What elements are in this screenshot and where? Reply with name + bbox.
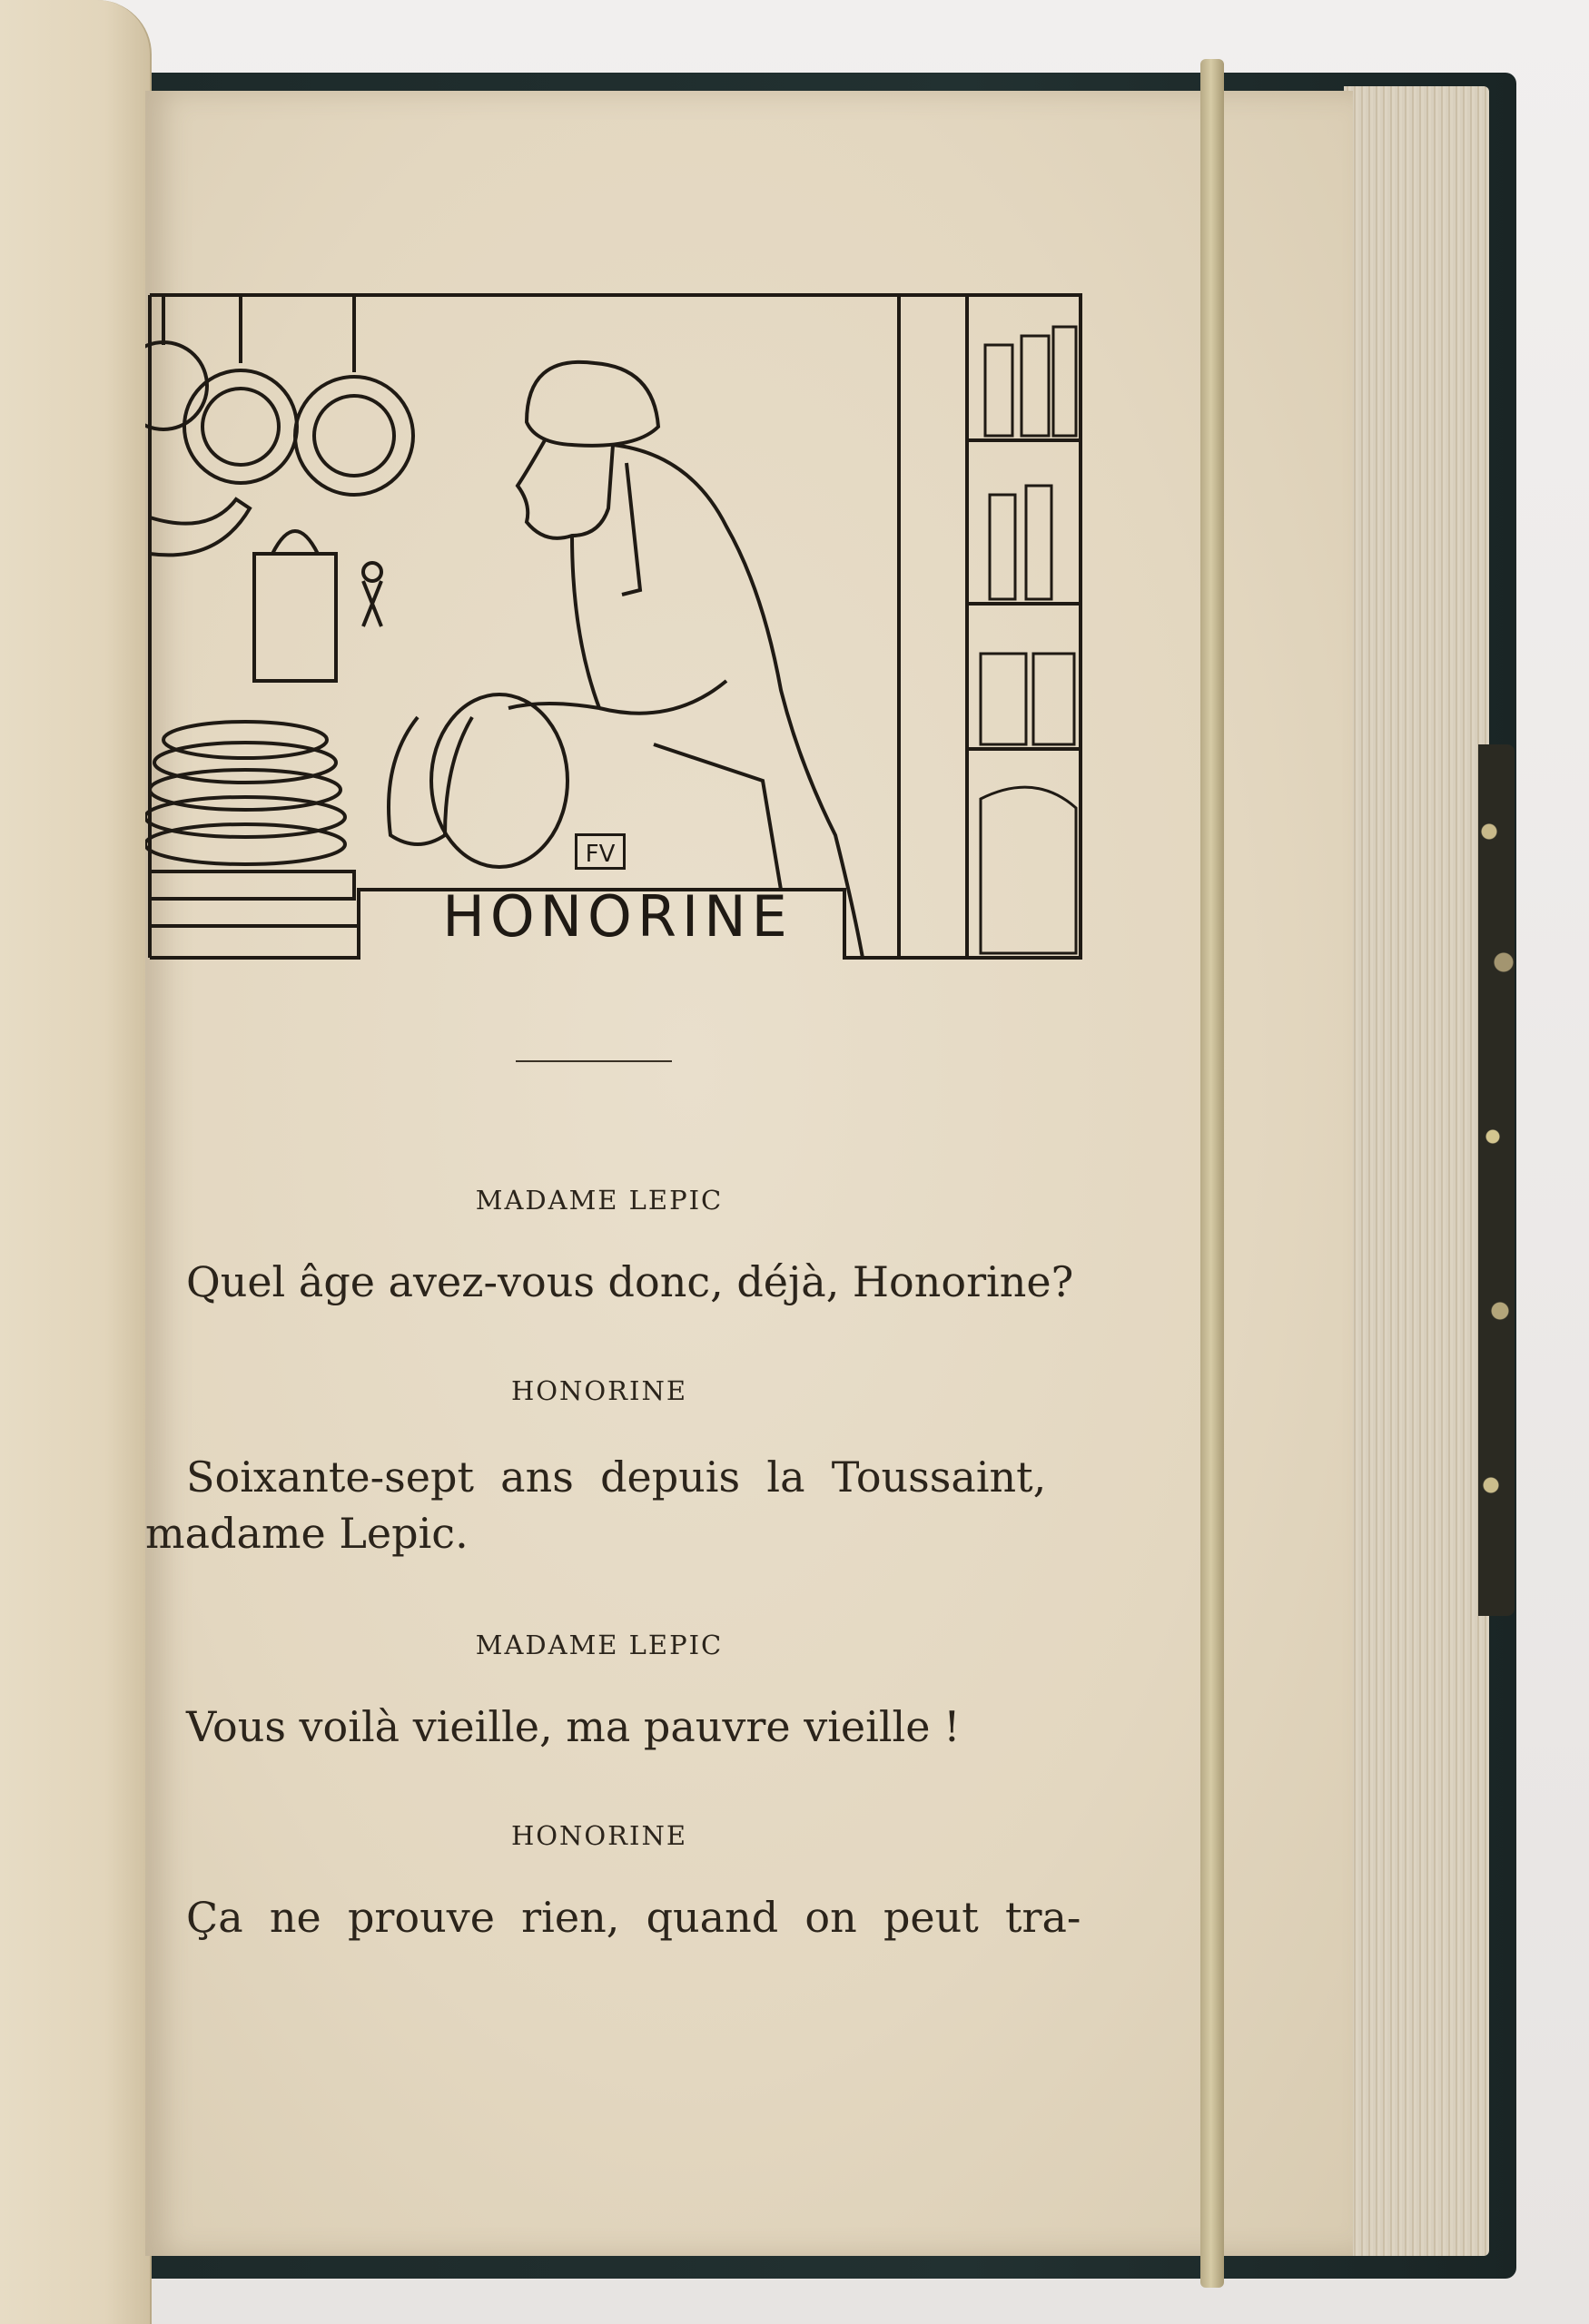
dialogue-line: Quel âge avez-vous donc, déjà, Honorine? bbox=[186, 1257, 1074, 1306]
illustrator-monogram: FV bbox=[575, 833, 626, 870]
section-divider bbox=[516, 1060, 672, 1062]
plate-stack bbox=[145, 722, 359, 926]
elastic-band bbox=[1200, 59, 1224, 2288]
left-page-curl bbox=[0, 0, 152, 2324]
dialogue-line: Ça ne prouve rien, quand on peut tra- bbox=[186, 1893, 1081, 1942]
marbled-edge bbox=[1478, 744, 1515, 1616]
speaker-label: MADAME LEPIC bbox=[475, 1185, 724, 1216]
dialogue-line: Vous voilà vieille, ma pauvre vieille ! bbox=[186, 1702, 961, 1751]
bottles bbox=[981, 327, 1076, 953]
illustration-caption: HONORINE bbox=[442, 883, 793, 950]
dialogue-line: Soixante-sept ans depuis la Toussaint, bbox=[186, 1452, 1047, 1502]
hanging-pans bbox=[145, 295, 413, 681]
speaker-label: HONORINE bbox=[510, 1820, 688, 1851]
page-edges bbox=[1344, 86, 1489, 2256]
honorine-figure bbox=[389, 362, 863, 958]
dialogue-line: madame Lepic. bbox=[145, 1509, 469, 1558]
speaker-label: HONORINE bbox=[510, 1375, 688, 1406]
speaker-label: MADAME LEPIC bbox=[475, 1630, 724, 1660]
